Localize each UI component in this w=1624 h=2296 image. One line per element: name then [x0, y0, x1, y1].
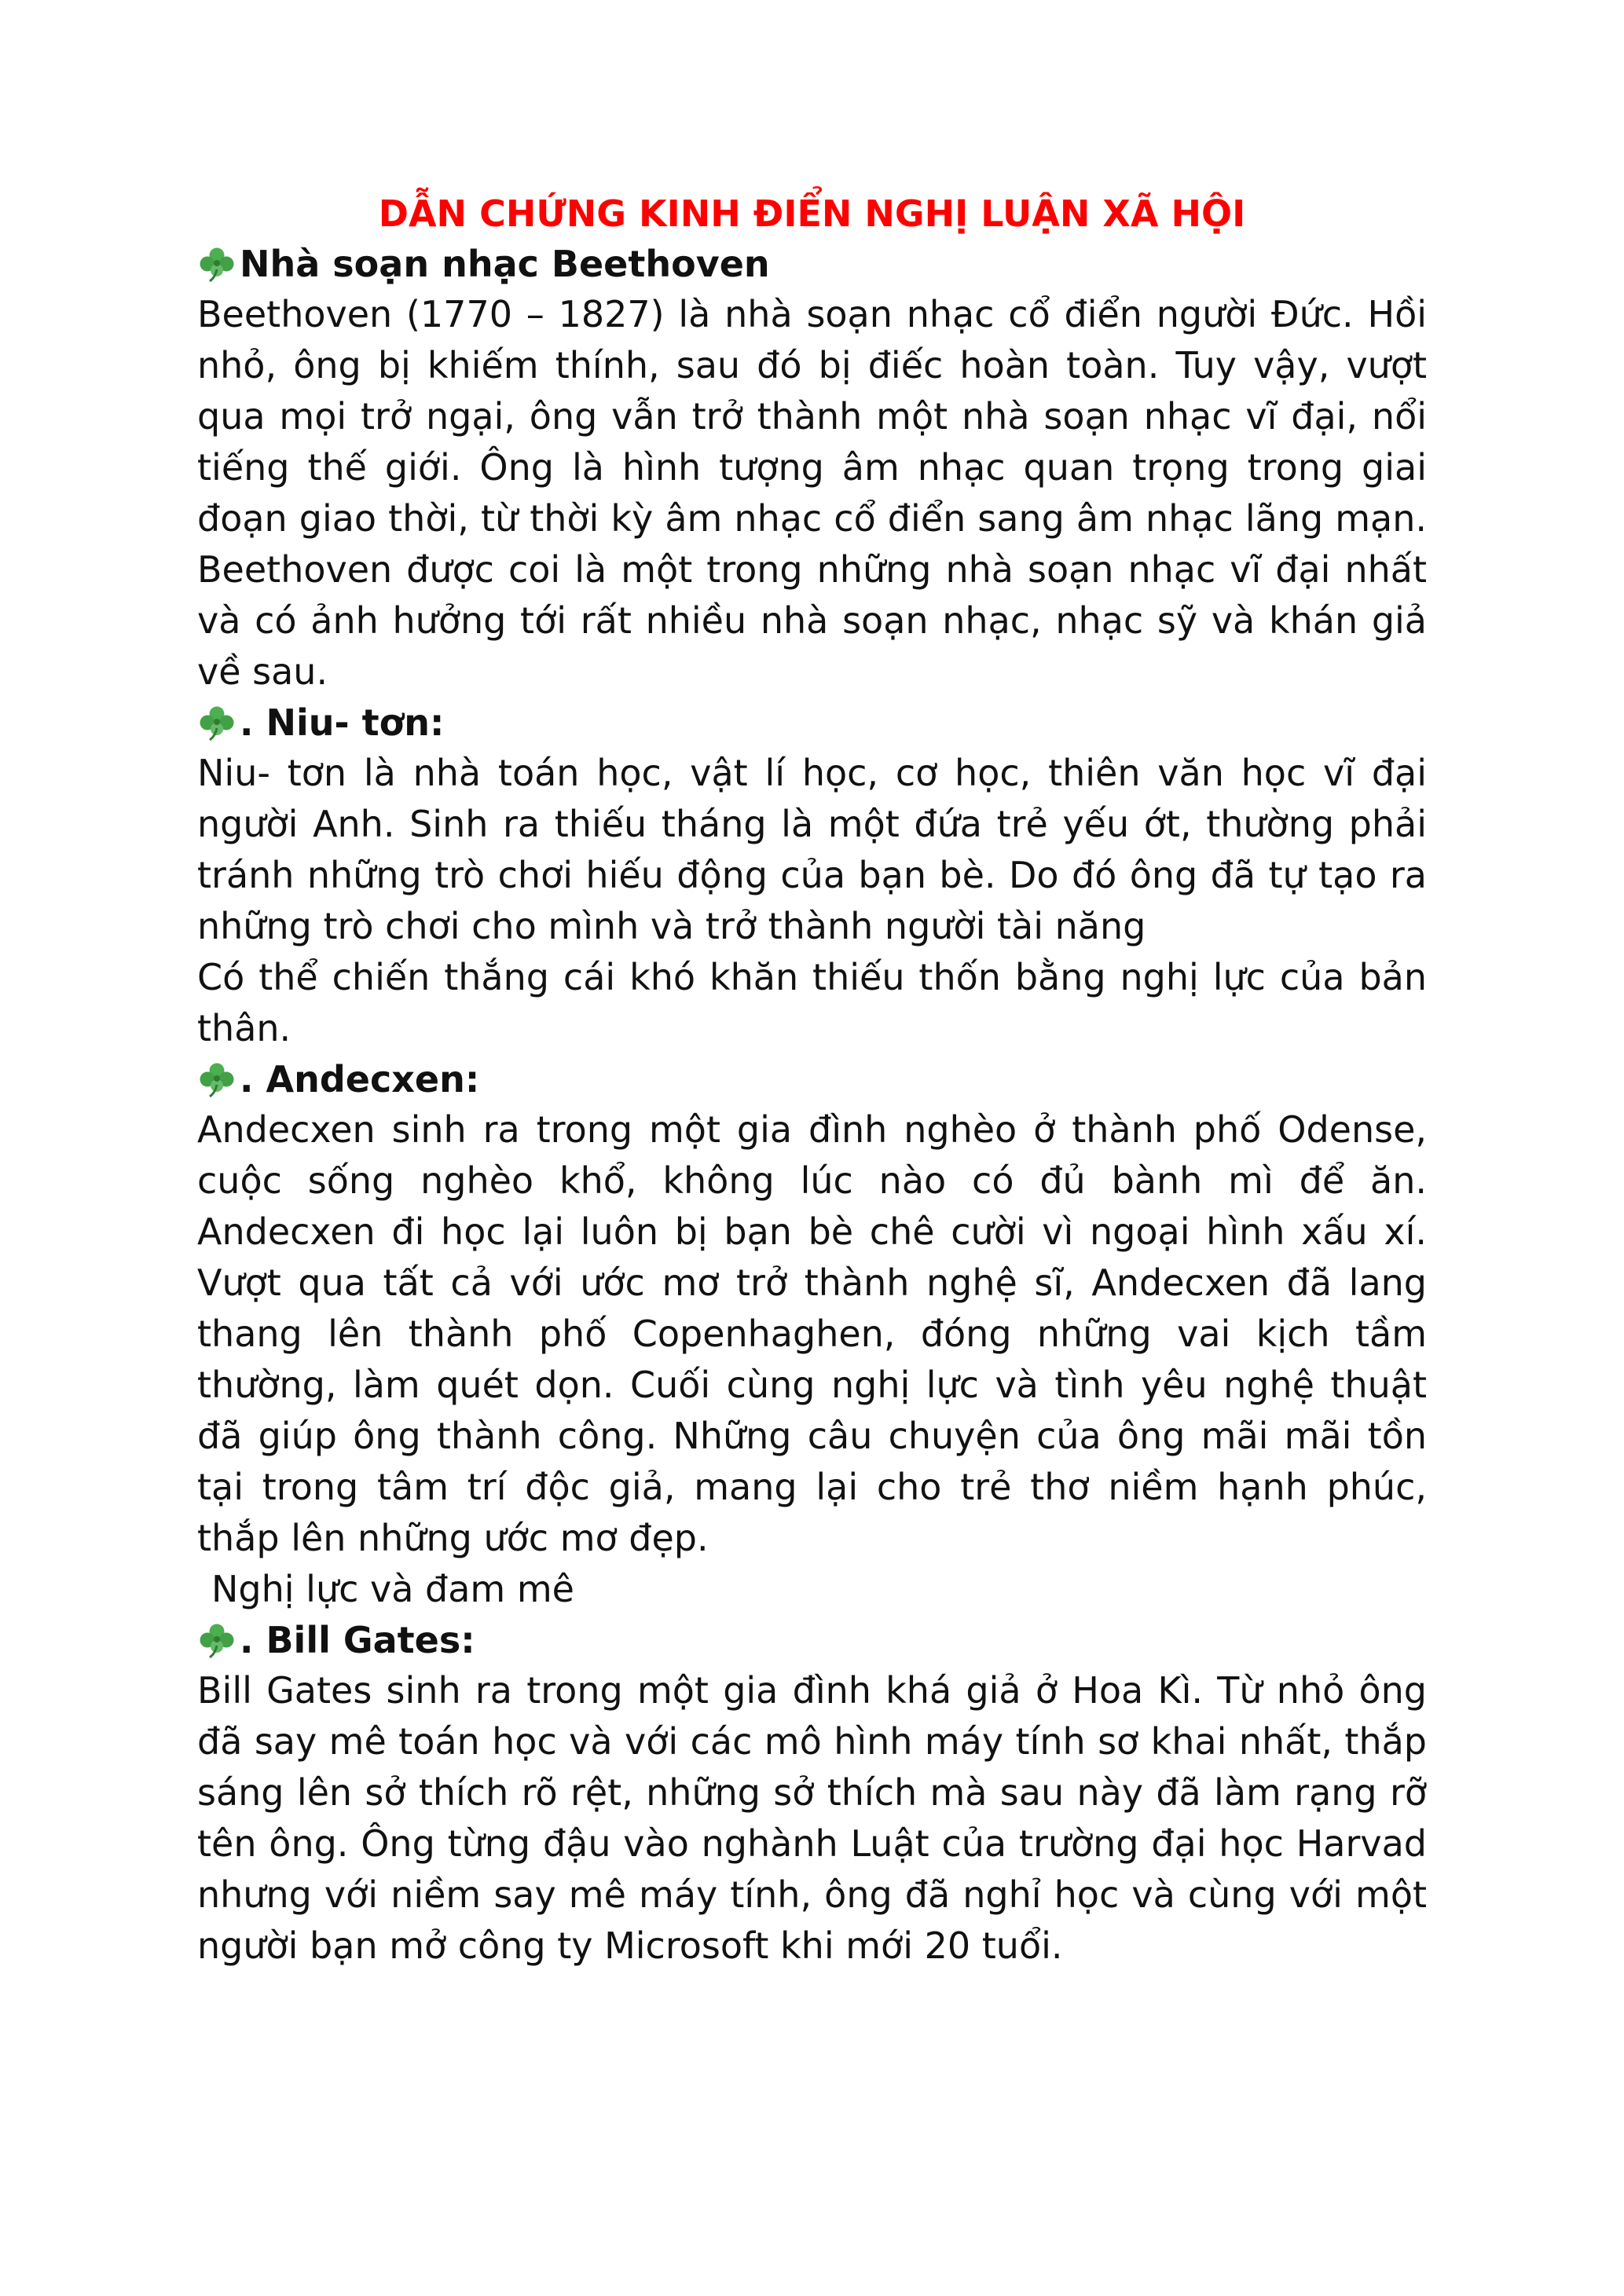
section-body: Niu- tơn là nhà toán học, vật lí học, cơ học, thiên văn học vĩ đại người Anh. Sinh ra thiếu tháng là một đứa trẻ yếu ớt, thường phải tránh những trò chơi hiếu động của bạn bè. Do đó ông đã tự tạo ra những trò chơi cho mình và trở thành người tài năng — [197, 752, 1427, 947]
section-heading — [197, 1054, 1427, 1104]
section-heading-text: . Niu- tơn: — [240, 701, 445, 744]
section-body: Bill Gates sinh ra trong một gia đình khá giả ở Hoa Kì. Từ nhỏ ông đã say mê toán học và với các mô hình máy tính sơ khai nhất, thắp sáng lên sở thích rõ rệt, những sở thích mà sau này đã làm rạng rỡ tên ông. Ông từng đậu vào nghành Luật của trường đại học Harvad nhưng với niềm say mê máy tính, ông đã nghỉ học và cùng với một người bạn mở công ty Microsoft khi mới 20 tuổi. — [197, 1669, 1427, 1967]
section-heading-text: . Bill Gates: — [240, 1619, 475, 1661]
section-heading-text: Nhà soạn nhạc Beethoven — [240, 243, 770, 285]
section-beethoven — [197, 239, 1427, 698]
document-page — [197, 189, 1427, 1972]
section-andecxen — [197, 1054, 1427, 1615]
section-body: Andecxen sinh ra trong một gia đình nghèo ở thành phố Odense, cuộc sống nghèo khổ, không lúc nào có đủ bành mì để ăn. Andecxen đi học lại luôn bị bạn bè chê cười vì ngoại hình xấu xí. Vượt qua tất cả với ước mơ trở thành nghệ sĩ, Andecxen đã lang thang lên thành phố Copenhaghen, đóng những vai kịch tầm thường, làm quét dọn. Cuối cùng nghị lực và tình yêu nghệ thuật đã giúp ông thành công. Những câu chuyện của ông mãi mãi tồn tại trong tâm trí độc giả, mang lại cho trẻ thơ niềm hạnh phúc, thắp lên những ước mơ đẹp. — [197, 1108, 1427, 1559]
clover-icon — [197, 1061, 236, 1097]
section-note: Nghị lực và đam mê — [211, 1568, 574, 1610]
section-heading — [197, 1615, 1427, 1665]
clover-icon — [197, 246, 236, 282]
section-heading — [197, 239, 1427, 289]
section-heading-text: . Andecxen: — [240, 1058, 480, 1100]
section-heading — [197, 698, 1427, 748]
clover-icon — [197, 1622, 236, 1658]
section-niu-ton — [197, 698, 1427, 1054]
clover-icon — [197, 705, 236, 741]
document-title: DẪN CHỨNG KINH ĐIỂN NGHỊ LUẬN XÃ HỘI — [378, 192, 1246, 235]
section-conclusion: Có thể chiến thắng cái khó khăn thiếu thốn bằng nghị lực của bản thân. — [197, 956, 1427, 1049]
section-body: Beethoven (1770 – 1827) là nhà soạn nhạc cổ điển người Đức. Hồi nhỏ, ông bị khiếm thính, sau đó bị điếc hoàn toàn. Tuy vậy, vượt qua mọi trở ngại, ông vẫn trở thành một nhà soạn nhạc vĩ đại, nổi tiếng thế giới. Ông là hình tượng âm nhạc quan trọng trong giai đoạn giao thời, từ thời kỳ âm nhạc cổ điển sang âm nhạc lãng mạn. Beethoven được coi là một trong những nhà soạn nhạc vĩ đại nhất và có ảnh hưởng tới rất nhiều nhà soạn nhạc, nhạc sỹ và khán giả về sau. — [197, 293, 1427, 693]
section-bill-gates — [197, 1615, 1427, 1972]
